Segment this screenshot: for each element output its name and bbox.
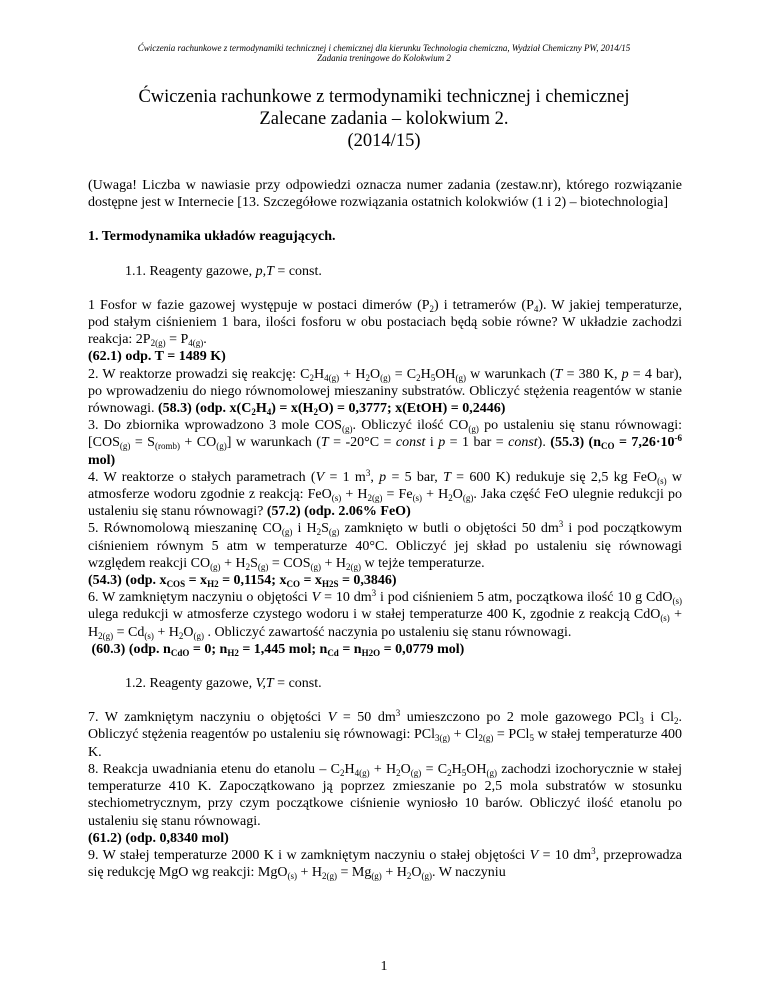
task-8: 8. Reakcja uwadniania etenu do etanolu – $C_2H_{4(g)} + H_2O_{(g)} = C_2H_5OH_{(g)}$ zachodzi izochorycznie w stałej temperaturze 410 K. Zapoczątkowano ją poprzez zmieszanie po 2,5 mola substratów w stosunku stechiometrycznym, przy czym początkowe ciśnienie wyniosło 10 barów. Obliczyć ilość etanolu po ustaleniu się stanu równowagi. (61.2) (odp. 0,8340 mol) <box>88 761 682 846</box>
subsection-heading-1-2 <box>88 675 682 692</box>
task-7: 7. W zamkniętym naczyniu o objętości V = 50 $dm^3$ umieszczono po 2 mole gazowego PCl$_3$ i $Cl_2$. Obliczyć stężenia reagentów po ustaleniu się równowagi: $PCl_{3(g)} + Cl_{2(g)} = PCl_5$ w stałej temperaturze 400 K. <box>88 708 683 760</box>
task-8-answer: (61.2) (odp. 0,8340 mol) <box>88 830 229 846</box>
running-header-line1: Ćwiczenia rachunkowe z termodynamiki technicznej i chemicznej dla kierunku Technologia chemiczna, Wydział Chemiczny PW, 2014/15 <box>137 43 631 53</box>
task-5: 5. Równomolową mieszaninę $CO_{(g)}$ i $H_2S_{(g)}$ zamknięto w butli o objętości 50 $dm^3$ i pod początkowym ciśnieniem równym 5 atm w temperaturze 40°C. Obliczyć jej skład po ustaleniu się równowagi względem reakcji $CO_{(g)} + H_2S_{(g)} = COS_{(g)} + H_{2(g)}$ w tejże temperaturze. (54.3) (odp. $x_{COS} = x_{H2} = 0,1154$; $x_{CO} = x_{H2S} = 0,3846$) <box>88 519 683 590</box>
subsection-suffix: = const. <box>273 676 322 692</box>
subsection-condition: p,T <box>255 263 274 279</box>
title-line3: (2014/15) <box>347 131 421 151</box>
page-number: 1 <box>380 959 388 974</box>
task-2: 2. W reaktorze prowadzi się reakcję: $C_2H_{4(g)} + H_2O_{(g)} = C_2H_5OH_{(g)}$ w warunkach (T = 380 K, p = 4 bar), po wprowadzeniu do niego równomolowej mieszaniny substratów. Obliczyć stężenia reagentów w stanie równowagi. (58.3) (odp. $x(C_2H_4) = x(H_2O) = 0,3777$; x(EtOH) = 0,2446) <box>88 366 683 418</box>
task-1: 1 Fosfor w fazie gazowej występuje w postaci dimerów $(P_2)$ i tetramerów $(P_4)$. W jakiej temperaturze, pod stałym ciśnieniem 1 bara, ilości fosforu w obu postaciach będą sobie równe? W układzie zachodzi reakcja: $2P_{2(g)} = P_{4(g)}$. (62.1) odp. T = 1489 K) <box>88 297 682 365</box>
task-3: 3. Do zbiornika wprowadzono 3 mole $COS_{(g)}$. Obliczyć ilość $CO_{(g)}$ po ustaleniu się stanu równowagi: $[COS_{(g)} = S_{(romb)} + CO_{(g)}]$ w warunkach (T = -20°C = const i p = 1 bar = const). (55.3) ($n_{CO} = 7,26\cdot 10^{-6}$ mol) <box>88 418 683 468</box>
title-line1: Ćwiczenia rachunkowe z termodynamiki technicznej i chemicznej <box>138 87 630 107</box>
subsection-condition: V,T <box>255 676 274 692</box>
note-paragraph: (Uwaga! Liczba w nawiasie przy odpowiedzi oznacza numer zadania (zestaw.nr), którego rozwiązanie dostępne jest w Internecie [13. Szczegółowe rozwiązania ostatnich kolokwiów (1 i 2) – biotechnologia] <box>88 178 682 211</box>
subsection-prefix: 1.1. Reagenty gazowe, <box>125 263 256 279</box>
task-9: 9. W stałej temperaturze 2000 K i w zamkniętym naczyniu o stałej objętości V = 10 $dm^3$, przeprowadza się redukcję MgO wg reakcji: $MgO_{(s)} + H_{2(g)} = Mg_{(g)} + H_2O_{(g)}$. W naczyniu <box>88 845 682 882</box>
title-line2: Zalecane zadania – kolokwium 2. <box>259 109 509 129</box>
task-6: 6. W zamkniętym naczyniu o objętości V = 10 $dm^3$ i pod ciśnieniem 5 atm, początkowa ilość 10 g CdO$_{(s)}$ ulega redukcji w atmosferze czystego wodoru i w stałej temperaturze 400 K, zgodnie z reakcją $CdO_{(s)} + H_{2(g)} = Cd_{(s)} + H_2O_{(g)}$ . Obliczyć zawartość naczynia po ustaleniu się stanu równowagi. (60.3) (odp. $n_{CdO} = 0$; $n_{H2} = 1,445$ mol; $n_{Cd} = n_{H2O} = 0,0779$ mol) <box>88 588 682 658</box>
task-1-answer: (62.1) odp. T = 1489 K) <box>88 349 226 365</box>
running-header-line2: Zadania treningowe do Kolokwium 2 <box>317 53 451 63</box>
task-4: 4. W reaktorze o stałych parametrach (V = 1 $m^3$, p = 5 bar, T = 600 K) redukuje się 2,5 kg FeO$_{(s)}$ w atmosferze wodoru zgodnie z reakcją: $FeO_{(s)} + H_{2(g)} = Fe_{(s)} + H_2O_{(g)}$. Jaka część FeO ulegnie redukcji po ustaleniu się stanu równowagi? (57.2) (odp. 2.06% FeO) <box>88 467 682 520</box>
subsection-suffix: = const. <box>273 263 322 279</box>
subsection-heading-1-1 <box>88 263 682 280</box>
document-body <box>88 177 682 881</box>
section-heading-1: 1. Termodynamika układów reagujących. <box>88 229 336 245</box>
subsection-prefix: 1.2. Reagenty gazowe, <box>125 676 256 692</box>
